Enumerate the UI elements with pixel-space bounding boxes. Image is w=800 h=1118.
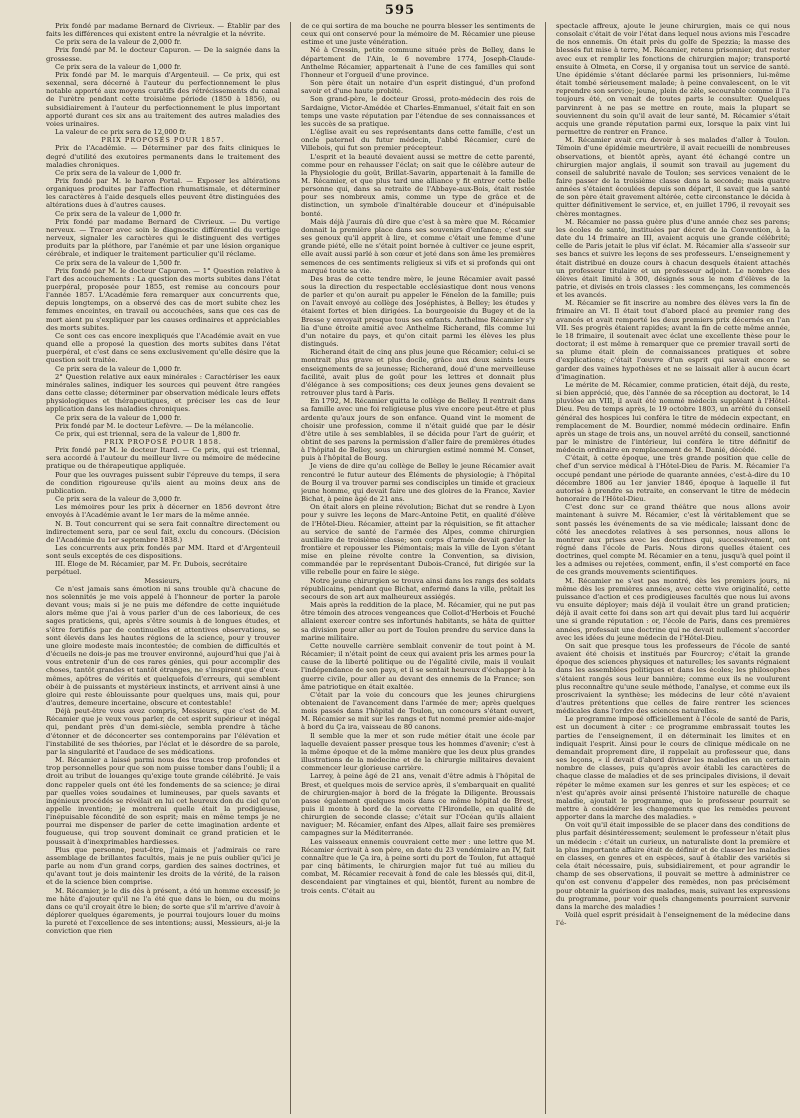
paragraph: On était alors en pleine révolution; Bichat dut se rendre à Lyon pour y suivre les leçons de Marc-Antoine Petit, en qualité d'élève de l'Hôtel-Dieu. Récamier, atteint par la réquisition, se fit attacher au service de santé de l'armée des Alpes, comme chirurgien auxiliaire de troisième classe; son corps d'armée devait garder la frontière et repousser les Piémontais; mais la ville de Lyon s'étant mise en pleine révolte contre la Convention, sa division, commandée par le représentant Dubois-Crancé, fut dirigée sur la ville rebelle pour en faire le siège. — [301, 503, 535, 577]
paragraph: Son père était un notaire d'un esprit distingué, d'un profond savoir et d'une haute probité. — [301, 79, 535, 96]
paragraph: On voit qu'il était impossible de se placer dans des conditions de plus parfait désintéressement; seulement le professeur n'était plus un médecin : c'était un curieux, un naturaliste dont la première et la plus importante affaire était de définir et de classer les maladies en classes, en genres et en espèces, sauf à établir des variétés si cela était nécessaire, puis, subsidiairement, et pour agrandir le champ de ses observations, il pouvait se mettre à administrer ce qu'on est convenu d'appeler des remèdes, non pas précisément pour obtenir la guérison des malades, mais, suivant les expressions du programme, pour voir quels changements pourraient survenir dans la marche des maladies ! — [556, 821, 790, 911]
paragraph: L'église avait eu ses représentants dans cette famille, c'est un oncle paternel du futur médecin, l'abbé Récamier, curé de Villebois, qui fut son premier précepteur. — [301, 128, 535, 153]
paragraph: M. Récamier a laissé parmi nous des traces trop profondes et trop personnelles pour que son nom puisse tomber dans l'oubli; il a droit au tribut de louanges qu'exige toute grande célébrité. Je vais donc rappeler quels ont été les fondements de sa science; je dirai par quelles voies soudaines et lumineuses, par quels savants et ingénieux procédés se révélait en lui cet heureux don du ciel qu'on appelle invention; je montrerai quelle était la prodigieuse, l'inépuisable fécondité de son esprit; mais en même temps je ne pourrai me dispenser de parler de cette imagination ardente et fougueuse, qui trop souvent dominait ce grand praticien et le poussait à d'inexprimables hardiesses. — [46, 756, 280, 846]
paragraph: Prix fondé par M. le docteur Lefèvre. — De la mélancolie. — [55, 421, 254, 430]
paragraph: 2° Question relative aux eaux minérales : Caractériser les eaux minérales salines, indiquer les sources qui peuvent être rangées dans cette classe; déterminer par observation médicale leurs effets physiologiques et thérapeutiques, et préciser les cas de leur application dans les maladies chroniques. — [46, 372, 280, 414]
paragraph: Ce prix sera de la valeur de 1,000 fr. — [55, 413, 182, 422]
paragraph: M. Récamier avait cru devoir à ses malades d'aller à Toulon. Témoin d'une épidémie meurtrière, il avait recueilli de nombreuses observations, et bientôt après, ayant été échangé contre un chirurgien major anglais, il soumit son travail au jugement du conseil de salubrité navale de Toulon; ses services venaient de le faire passer de la troisième classe dans la seconde; mais quatre années s'étaient écoulées depuis son départ, il savait que la santé de son père était gravement altérée, cette circonstance le décida à quitter définitivement le service, et, en juillet 1796, il revoyait ses chères montagnes. — [556, 136, 790, 218]
paragraph: Ce prix sera de la valeur de 3,000 fr. — [55, 495, 182, 504]
paragraph: Prix de l'Académie. — Déterminer par des faits cliniques le degré d'utilité des exutoires permanents dans le traitement des maladies chroniques. — [46, 144, 280, 169]
paragraph: Prix fondé par M. le marquis d'Argenteuil. — Ce prix, qui est sexennal, sera décerné à l'auteur du perfectionnement le plus notable apporté aux moyens curatifs des rétrécissements du canal de l'urètre pendant cette troisième période (1850 à 1856), ou subsidiairement à l'auteur du perfectionnement le plus important apporté durant ces six ans au traitement des autres maladies des voies urinaires. — [46, 70, 280, 128]
paragraph: Ce n'est jamais sans émotion ni sans trouble qu'à chacune de nos solennités je me vois appelé à l'honneur de porter la parole devant vous; mais si je ne puis me défendre de cette inquiétude alors même que j'ai à vous parler d'un de ces laborieux, de ces sages praticiens, qui, après s'être soumis à de longues études, et s'être fortifiés par de continuelles et attentives observations, se sont élevés dans les hautes régions de la science, pour y trouver une gloire modeste mais incontestée; de combien de difficultés et d'écueils ne dois-je pas me trouver environné, aujourd'hui que j'ai à vous entretenir d'un de ces rares génies, qui pour accomplir des choses, tantôt grandes et tantôt étranges, ne s'inspirent que d'eux-mêmes, apôtres de vérités et quelquefois d'erreurs, qui semblent obéir à de puissants et mystérieux instincts, et arrivent ainsi à une gloire qui reste éblouissante pour quelques uns, mais qui, pour d'autres, demeure incertaine, obscure et contestable! — [46, 584, 280, 707]
columns — [46, 22, 790, 1114]
paragraph: Richerand était de cinq ans plus jeune que Récamier; celui-ci se montrait plus grave et plus docile, grâce aux deux saints leurs enseignements de sa jeunesse; Richerand, doué d'une merveilleuse facilité, avait plus de goût pour les lettres et donnait plus d'élégance à ses compositions; ces deux jeunes gens devaient se retrouver plus tard à Paris. — [301, 348, 535, 398]
paragraph: M. Récamier ne s'est pas montré, dès les premiers jours, ni même dès les premières années, avec cette vive originalité, cette puissance d'action et ces prodigieuses facultés que nous lui avons vu ensuite déployer; mais déjà il voulait être un grand praticien; déjà il avait cette foi dans son art qui devait plus tard lui acquérir une si grande réputation : or, l'école de Paris, dans ces premières années, professait une doctrine qui ne devait nullement s'accorder avec les idées du jeune médecin de l'Hôtel-Dieu. — [556, 576, 790, 642]
paragraph: Ce prix, qui est triennal, sera de la valeur de 1,800 fr. — [55, 429, 241, 438]
paragraph: Mais après la reddition de la place, M. Récamier, qui ne put pas être témoin des atroces vengeances que Collot-d'Herbois et Fouché allaient exercer contre ses infortunés habitants, se hâta de quitter sa division pour aller au port de Toulon prendre du service dans la marine militaire. — [301, 601, 535, 642]
paragraph: Larrey, à peine âgé de 21 ans, venait d'être admis à l'hôpital de Brest, et quelques mois de service après, il s'embarquait en qualité de chirurgien-major à bord de la frégate la Diligente. Broussais passe également quelques mois dans ce même hôpital de Brest, puis il monte à bord de la corvette l'Hirondelle, en qualité de chirurgien de seconde classe; c'était sur l'Océan qu'ils allaient naviguer; M. Récamier, enfant des Alpes, allait faire ses premières campagnes sur la Méditerranée. — [301, 772, 535, 838]
paragraph: M. Récamier se fit inscrire au nombre des élèves vers la fin de frimaire an VI. Il était tout d'abord placé au premier rang des avancés et avait remporté les deux premiers prix décernés en l'an VII. Ses progrès étaient rapides; avant la fin de cette même année, le 18 frimaire, il soutenait avec éclat une excellente thèse pour le doctorat; il est même à remarquer que ce premier travail sorti de sa plume était plein de connaissances pratiques et sobre d'explications; c'était l'œuvre d'un esprit qui savait encore se garder des vaines hypothèses et ne se laissait aller à aucun écart d'imagination. — [556, 299, 790, 381]
paragraph: Cette nouvelle carrière semblait convenir de tout point à M. Récamier; il n'était point de ceux qui avaient pris les armes pour la cause de la liberté politique ou de l'égalité civile, mais il voulait l'indépendance de son pays, et il se sentait heureux d'échapper à la guerre civile, pour aller au devant des ennemis de la France; son âme patriotique en était exaltée. — [301, 641, 535, 691]
paragraph: de ce qui sortira de ma bouche ne pourra blesser les sentiments de ceux qui ont conservé pour la mémoire de M. Récamier une pieuse estime et une juste vénération. — [301, 22, 535, 47]
paragraph: En 1792, M. Récamier quitta le collège de Belley. Il rentrait dans sa famille avec une foi religieuse plus vive encore peut-être et plus ardente qu'aux jours de son enfance. Quand vint le moment de choisir une profession, comme il n'était guidé que par le désir d'être utile à ses semblables, il se décida pour l'art de guérir, et obtint de ses parens la permission d'aller faire de premières études à l'hôpital de Belley, sous un chirurgien estimé nommé M. Conset, puis à l'hôpital de Bourg. — [301, 397, 535, 463]
column-3 — [556, 22, 790, 1114]
article-heading: III. Éloge de M. Récamier, par M. Fr. Dubois, secrétaire perpétuel. — [46, 560, 248, 577]
paragraph: Déjà peut-être vous avez compris, Messieurs, que c'est de M. Récamier que je veux vous parler, de cet esprit supérieur et inégal qui, pendant près d'un demi-siècle, sembla prendre à tâche d'étonner et de déconcerter ses contemporains par l'élévation et l'instabilité de ses théories, par l'éclat et le désordre de sa parole, par la singularité et l'audace de ses médications. — [46, 707, 280, 756]
paragraph: Le mérite de M. Récamier, comme praticien, était déjà, du reste, si bien apprécié, que, dès l'année de sa réception au doctorat, le 14 pluviôse an VIII, il avait été nommé médecin suppléant à l'Hôtel-Dieu. Peu de temps après, le 19 octobre 1803, un arrêté du conseil général des hospices lui conféra le titre de médecin expectant, en remplacement de M. Bourdier, nommé médecin ordinaire. Enfin après un stage de trois ans, un nouvel arrêté du conseil, sanctionné par le ministre de l'intérieur, lui conféra le titre définitif de médecin ordinaire en remplacement de M. Danié, décédé. — [556, 380, 790, 455]
paragraph: Prix fondé par M. le docteur Capuron. — De la saignée dans la grossesse. — [46, 46, 280, 63]
paragraph: M. Récamier, je le dis dès à présent, a été un homme excessif; je me hâte d'ajouter qu'il ne l'a été que dans le bien, ou du moins dans ce qu'il croyait être le bien; de sorte que s'il m'arrive d'avoir à déplorer quelques égarements, je pourrai toujours louer du moins la pureté et l'excellence de ses intentions; aussi, Messieurs, ai-je la conviction que rien — [46, 886, 280, 936]
paragraph: Mais déjà j'aurais dû dire que c'est à sa mère que M. Récamier donnait la première place dans ses souvenirs d'enfance; c'est sur ses genoux qu'il apprit à lire, et comme c'était une femme d'une grande piété, elle ne s'était point bornée à cultiver ce jeune esprit, elle avait aussi parlé à son cœur et jeté dans son âme les premières semences de ces sentiments religieux si vifs et si profonds qui ont marqué toute sa vie. — [301, 217, 535, 275]
section-title: PRIX PROPOSÉS POUR 1857. — [101, 136, 225, 145]
paragraph: Ce prix sera de la valeur de 1,000 fr. — [55, 62, 182, 71]
paragraph: Le programme imposé officiellement à l'école de santé de Paris, est un document à citer : ce programme embrassait toutes les parties de l'enseignement, il en déterminait les limites et en indiquait l'esprit. Ainsi pour le cours de clinique médicale on ne demandait proprement dire, il rappelait au professeur que, dans ses leçons, « il devait d'abord diviser les maladies en un certain nombre de classes, puis qu'après avoir établi les caractères de chaque classe de maladies et de ses principales divisions, il devait répéter le même examen sur les genres et sur les espèces; et ce n'est qu'après avoir ainsi présenté l'histoire naturelle de chaque maladie, ajoutait le programme, que le professeur pourrait se mettre à considérer les changements que les remèdes peuvent apporter dans la marche des maladies. » — [556, 715, 790, 822]
paragraph: Plus que personne, peut-être, j'aimais et j'admirais ce rare assemblage de brillantes facultés, mais je ne puis oublier qu'ici je parle au nom d'un grand corps, gardien des saines doctrines, et qu'avant tout je dois maintenir les droits de la vérité, de la raison et de la science bien comprise. — [46, 845, 280, 887]
paragraph: C'est donc sur ce grand théâtre que nous allons avoir maintenant à suivre M. Récamier, c'est là véritablement que se sont passés les événements de sa vie médicale; laissant donc de côté les anecdotes relatives à ses personnes, nous allons le montrer aux prises avec les doctrines qui, successivement, ont régné dans l'école de Paris. Nous dirons quelles étaient ces doctrines, quel compte M. Récamier en a tenu, jusqu'à quel point il les a admises ou rejetées, comment, enfin, il s'est comporté en face de ces grands mouvements scientifiques. — [556, 503, 790, 577]
paragraph: Je viens de dire qu'au collège de Belley le jeune Récamier avait rencontré le futur auteur des Éléments de physiologie; à l'hôpital de Bourg il va trouver parmi ses condisciples un timide et gracieux jeune homme, qui devait faire une des gloires de la France, Xavier Bichat, à peine âgé de 21 ans. — [301, 462, 535, 504]
paragraph: Prix fondé par M. le baron Portal. — Exposer les altérations organiques produites par l'affection rhumatismale, et déterminer les caractères à l'aide desquels elles peuvent être distinguées des altérations dues à d'autres causes. — [46, 176, 280, 210]
paragraph: Prix fondé par madame Bernard de Civrieux. — Établir par des faits les différences qui existent entre la névralgie et la névrite. — [46, 22, 280, 39]
paragraph: C'était, à cette époque, une très grande position que celle de chef d'un service médical à l'Hôtel-Dieu de Paris. M. Récamier l'a occupé pendant une période de quarante années, c'est-à-dire du 10 décembre 1806 au 1er janvier 1846, époque à laquelle il fut autorisé à prendre sa retraite, en conservant le titre de médecin honoraire de l'Hôtel-Dieu. — [556, 454, 790, 504]
paragraph: Les mémoires pour les prix à décerner en 1856 devront être envoyés à l'Académie avant le 1er mars de la même année. — [46, 503, 280, 520]
paragraph: Son grand-père, le docteur Grossi, proto-médecin des rois de Sardaigne, Victor-Amédée et Charles-Emmanuel, s'était fait en son temps une vaste réputation par l'étendue de ses connaissances et les succès de sa pratique. — [301, 95, 535, 128]
paragraph: spectacle affreux, ajoute le jeune chirurgien, mais ce qui nous consolait c'était de voir l'état dans lequel nous avions mis l'escadre de nos ennemis. On était près du golfe de Spezzia; la masse des blessés fut mise à terre, M. Récamier, retenu prisonnier, dut rester avec eux et remplir les fonctions de chirurgien major; transporté ensuite à Olmeta, en Corse, il y organisa tout un service de santé. Une épidémie s'étant déclarée parmi les prisonniers, lui-même était tombé sérieusement malade; à peine convalescent, on le vit reprendre son service; jeune, plein de zèle, secourable comme il l'a toujours été, on venait de toutes parts le consulter. Quelques parvinrent à ne pas se mettre en route, mais la plupart se souviennent du soin qu'il avait de leur santé, M. Récamier s'était acquis une grande réputation parmi eux, lorsque la paix vint lui permettre de rentrer en France. — [556, 22, 790, 137]
paragraph: M. Récamier ne passa guère plus d'une année chez ses parens; les écoles de santé, instituées par décret de la Convention, à la date du 14 frimaire an III, avaient acquis une grande célébrité; celle de Paris jetait le plus vif éclat. M. Récamier alla s'asseoir sur ses bancs et suivre les leçons de ses professeurs. L'enseignement y était distribué en douze cours à chacun desquels étaient attachés un professeur titulaire et un professeur adjoint. Le nombre des élèves était limité à 300, désignés sous le nom d'élèves de la patrie, et divisés en trois classes : les commençans, les commencés et les avancés. — [556, 217, 790, 300]
column-2 — [301, 22, 535, 1114]
paragraph: Notre jeune chirurgien se trouva ainsi dans les rangs des soldats républicains, pendant que Bichat, enfermé dans la ville, prêtait les secours de son art aux malheureux assiégés. — [301, 576, 535, 601]
section-title: PRIX PROPOSÉ POUR 1858. — [104, 437, 222, 446]
paragraph: Prix fondé par madame Bernard de Civrieux. — Du vertige nerveux. — Tracer avec soin le diagnostic différentiel du vertige nerveux, signaler les caractères qui le distinguent des vertiges produits par la pléthore, par l'anémie et par une lésion organique cérébrale, et indiquer le traitement particulier qu'il réclame. — [46, 217, 280, 259]
paragraph: Les concurrents aux prix fondés par MM. Itard et d'Argenteuil sont seuls exceptés de ces dispositions. — [46, 544, 280, 561]
paragraph: Prix fondé par M. le docteur Itard. — Ce prix, qui est triennal, sera accordé à l'auteur du meilleur livre ou mémoire de médecine pratique ou de thérapeutique appliquée. — [46, 446, 280, 471]
paragraph: Des bras de cette tendre mère, le jeune Récamier avait passé sous la direction du respectable ecclésiastique dont nous venons de parler et qu'on aurait pu appeler le Fénelon de la famille; puis on l'avait envoyé au collège des Joséphistes, à Belley; les études y étaient fortes et bien dirigées. La bourgeoisie du Bugey et de la Bresse y envoyait presque tous ses enfants. Anthelme Récamier s'y lia d'une étroite amitié avec Anthelme Richerand, fils comme lui d'un notaire du pays, et qu'on citait parmi les élèves les plus distingués. — [301, 274, 535, 349]
paragraph: Ce prix sera de la valeur de 1,500 fr. — [55, 258, 182, 267]
paragraph: Ce prix sera de la valeur de 2,000 fr. — [55, 38, 182, 47]
paragraph: C'était par la voie du concours que les jeunes chirurgiens obtenaient de l'avancement dans l'armée de mer; après quelques mois passés dans l'hôpital de Toulon, un concours s'étant ouvert, M. Récamier se mit sur les rangs et fut nommé premier aide-major à bord du Ça ira, vaisseau de 80 canons. — [301, 690, 535, 732]
paragraph: L'esprit et la beauté devaient aussi se mettre de cette parenté, comme pour en rehausser l'éclat; on sait que le célèbre auteur de la Physiologie du goût, Brillat-Savarin, appartenait à la famille de M. Récamier, et que plus tard une alliance y fit entrer cette belle personne qui, dans sa retraite de l'Abbaye-aux-Bois, était restée pour ses nombreux amis, comme un type de grâce et de distinction, un symbole d'inaltérable douceur et d'inépuisable bonté. — [301, 152, 535, 218]
paragraph: Pour que les ouvrages puissent subir l'épreuve du temps, il sera de condition rigoureuse qu'ils aient au moins deux ans de publication. — [46, 470, 280, 495]
paragraph: La valeur de ce prix sera de 12,000 fr. — [55, 128, 187, 137]
paragraph: Les vaisseaux ennemis couvraient cette mer : une lettre que M. Récamier écrivait à son père, en date du 23 vendémiaire an IV, fait connaître que le Ça ira, à peine sorti du port de Toulon, fut attaqué par cinq bâtiments, le chirurgien major fut tué au milieu du combat, M. Récamier recevait à fond de cale les blessés qui, dit-il, descendaient par vingtaines et qui, bientôt, furent au nombre de trois cents. C'était au — [301, 837, 535, 895]
column-divider — [290, 22, 291, 1114]
salutation: Messieurs, — [144, 576, 182, 585]
paragraph: Il semble que la mer et son rude métier était une école par laquelle devaient passer presque tous les hommes d'avenir; c'est à la même époque et de la même manière que les deux plus grandes illustrations de la médecine et de la chirurgie militaires devaient commencer leur glorieuse carrière. — [301, 731, 535, 773]
paragraph: Ce sont ces cas encore inexpliqués que l'Académie avait en vue quand elle a proposé la question des morts subites dans l'état puerpéral, et c'est dans ce sens exclusivement qu'elle désire que la question soit traitée. — [46, 331, 280, 365]
column-1 — [46, 22, 280, 1114]
paragraph: Ce prix sera de la valeur de 1,000 fr. — [55, 209, 182, 218]
column-divider — [545, 22, 546, 1114]
paragraph: Ce prix sera de la valeur de 1,000 fr. — [55, 364, 182, 373]
paragraph: On sait que presque tous les professeurs de l'école de santé avaient été choisis et institués par Fourcroy; c'était la grande époque des sciences physiques et naturelles; les savants régnaient dans les assemblées politiques et dans les écoles; les philosophes s'étaient rangés sous leur bannière; comme eux ils ne voulurent plus reconnaître qu'une seule méthode, l'analyse, et comme eux ils proscrivaient la synthèse; les médecins de leur côté n'avaient d'autres prétentions que celles de faire rentrer les sciences médicales dans l'ordre des sciences naturelles. — [556, 641, 790, 716]
paragraph: Voilà quel esprit présidait à l'enseignement de la médecine dans l'é- — [556, 911, 790, 928]
paragraph: Prix fondé par M. le docteur Capuron. — 1° Question relative à l'art des accouchements : La question des morts subites dans l'état puerpéral, proposée pour 1855, est remise au concours pour l'année 1857. L'Académie fera remarquer aux concurrents que, depuis longtemps, on a observé des cas de mort subite chez les femmes enceintes, en travail ou accouchées, sans que ces cas de mort aient pu s'expliquer par les causes ordinaires et appréciables des morts subites. — [46, 266, 280, 332]
paragraph: Ce prix sera de la valeur de 1,000 fr. — [55, 168, 182, 177]
paragraph: N. B. Tout concurrent qui se sera fait connaître directement ou indirectement sera, par ce seul fait, exclu du concours. (Décision de l'Académie du 1er septembre 1838.) — [46, 519, 280, 544]
paragraph: Né à Cressin, petite commune située près de Belley, dans le département de l'Ain, le 6 novembre 1774, Joseph-Claude-Anthelme Récamier, appartenait à l'une de ces familles qui sont l'honneur et l'orgueil d'une province. — [301, 46, 535, 79]
page-number: 595 — [384, 3, 416, 18]
